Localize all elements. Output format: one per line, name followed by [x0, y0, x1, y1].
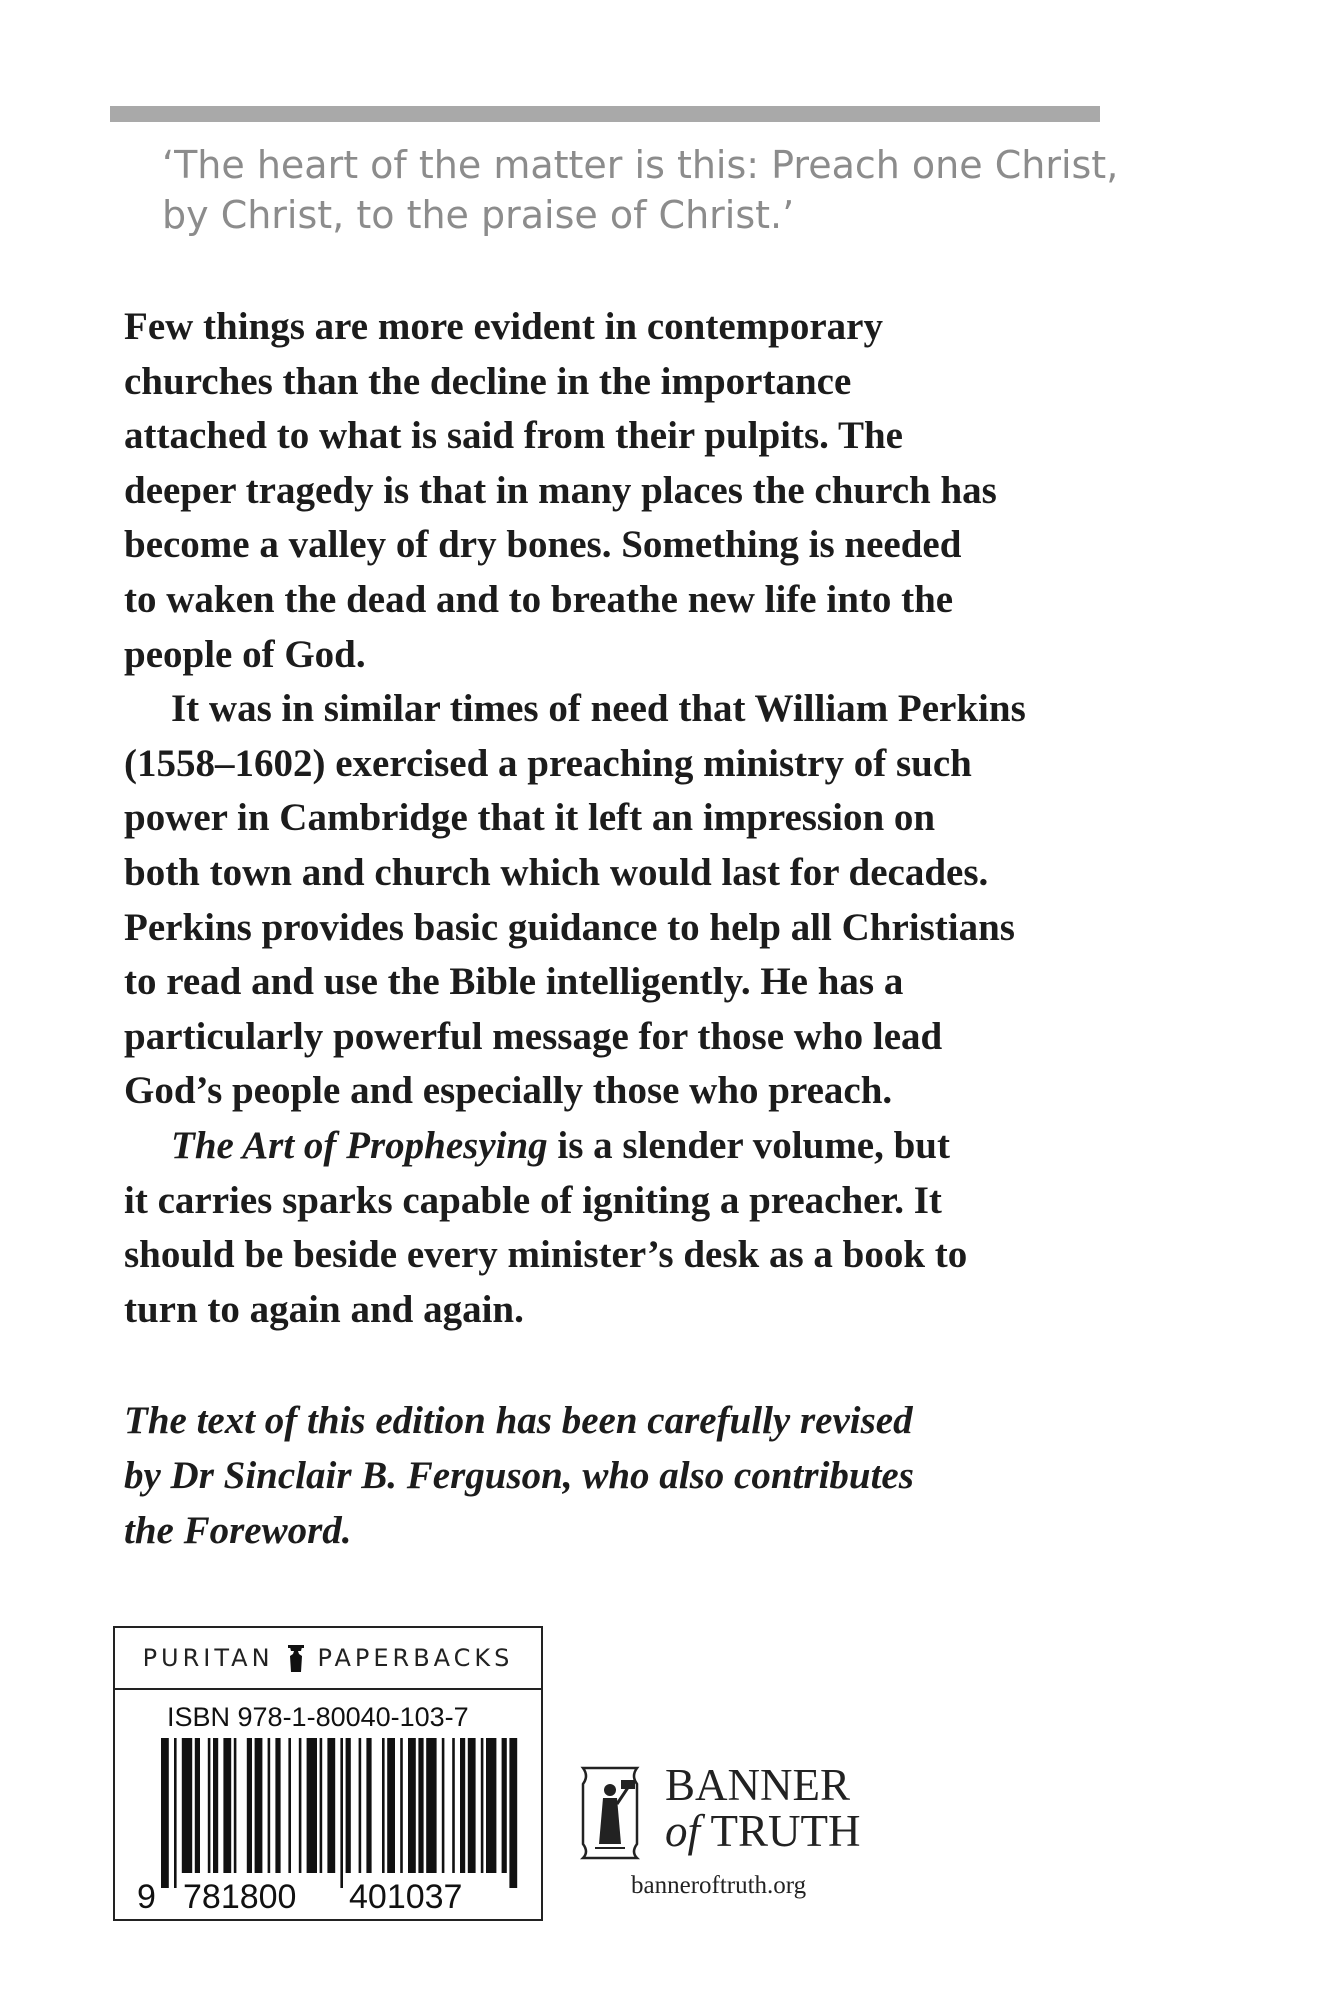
publisher-logo	[575, 1762, 895, 1932]
barcode-bar	[208, 1738, 211, 1873]
text-line: it carries sparks capable of igniting a preacher. It	[124, 1178, 942, 1222]
series-label	[113, 1626, 543, 1688]
text-line: God’s people and especially those who preach.	[124, 1069, 893, 1113]
text-line: to read and use the Bible intelligently. He has a	[124, 960, 904, 1004]
text-line: power in Cambridge that it left an impression on	[124, 796, 936, 840]
book-description	[124, 300, 1104, 1337]
barcode-digit-group-1: 781800	[183, 1878, 297, 1916]
publisher-of: of	[665, 1806, 701, 1856]
text-line: attached to what is said from their pulpits. The	[124, 414, 903, 458]
text-line: Perkins provides basic guidance to help all Christians	[124, 905, 1015, 949]
text-line: should be beside every minister’s desk as a book to	[124, 1233, 968, 1277]
barcode-bar	[359, 1738, 362, 1873]
barcode-bar	[327, 1738, 335, 1873]
text-line: the Foreword.	[124, 1509, 352, 1552]
publisher-name-line1: BANNER	[665, 1760, 851, 1810]
text-line: to waken the dead and to breathe new life into the	[124, 577, 954, 621]
publisher-name-line2	[665, 1808, 860, 1854]
barcode-bar	[442, 1738, 445, 1873]
barcode-bar	[382, 1738, 385, 1873]
barcode-bar	[195, 1738, 200, 1873]
barcode-bar	[418, 1738, 423, 1873]
text-line: deeper tragedy is that in many places the church has	[124, 468, 997, 512]
text-line: It was in similar times of need that William Perkins	[171, 687, 1026, 731]
barcode-bar	[486, 1738, 496, 1873]
barcode-digit-group-2: 401037	[349, 1878, 463, 1916]
barcode-bar	[255, 1738, 263, 1873]
text-line: (1558–1602) exercised a preaching ministry of such	[124, 741, 972, 785]
top-rule	[110, 106, 1100, 122]
barcode-bar	[502, 1738, 507, 1873]
barcode-bar	[247, 1738, 252, 1873]
barcode-bar	[234, 1738, 237, 1873]
banner-of-truth-emblem-icon	[575, 1764, 645, 1862]
barcode-bar	[213, 1738, 218, 1873]
paragraph-1	[124, 300, 1104, 682]
barcode-bar	[387, 1738, 395, 1873]
book-title: The Art of Prophesying	[171, 1123, 548, 1167]
barcode-bar	[174, 1738, 177, 1888]
edition-note	[124, 1393, 1104, 1558]
barcode-bar	[288, 1738, 291, 1873]
text-line: people of God.	[124, 632, 366, 676]
barcode-bar	[468, 1738, 476, 1873]
text-line: particularly powerful message for those who lead	[124, 1014, 943, 1058]
publisher-truth: TRUTH	[700, 1806, 861, 1856]
text-line: turn to again and again.	[124, 1287, 524, 1331]
barcode-bar	[460, 1738, 465, 1873]
paragraph-2	[124, 682, 1104, 1119]
series-left: PURITAN	[142, 1644, 274, 1672]
barcode-bar	[275, 1738, 280, 1873]
barcode-bar	[223, 1738, 231, 1873]
series-right: PAPERBACKS	[317, 1644, 514, 1672]
barcode-bar	[481, 1738, 484, 1873]
barcode-bar	[426, 1738, 436, 1873]
perkins-quote	[162, 140, 1119, 240]
text-line: The text of this edition has been carefully revised	[124, 1399, 913, 1442]
paragraph-3	[124, 1119, 1104, 1337]
barcode-bar	[161, 1738, 169, 1888]
text-line	[124, 1119, 1104, 1174]
barcode-bar	[299, 1738, 302, 1873]
publisher-name	[665, 1762, 860, 1854]
text-line: by Dr Sinclair B. Ferguson, who also contributes	[124, 1454, 914, 1497]
barcode-bar	[346, 1738, 351, 1873]
barcode-bar	[408, 1738, 416, 1873]
puritan-figure-icon	[284, 1642, 308, 1674]
text-line: both town and church which would last for decades.	[124, 850, 989, 894]
barcode-bar	[400, 1738, 403, 1873]
barcode-bar	[340, 1738, 343, 1888]
isbn-number: ISBN 978-1-80040-103-7	[167, 1702, 469, 1732]
publisher-url: banneroftruth.org	[631, 1872, 807, 1899]
barcode-bar	[366, 1738, 371, 1873]
barcode-bar	[307, 1738, 317, 1873]
barcode-digit-prefix: 9	[137, 1878, 156, 1916]
quote-line: ‘The heart of the matter is this: Preach one Christ,	[162, 143, 1119, 187]
barcode-bar	[320, 1738, 323, 1873]
barcode-bar	[509, 1738, 517, 1888]
text-fragment: is a slender volume, but	[547, 1123, 950, 1167]
barcode-bar	[452, 1738, 455, 1873]
quote-line: by Christ, to the praise of Christ.’	[162, 193, 795, 237]
barcode-box	[113, 1688, 543, 1921]
barcode-bar	[268, 1738, 271, 1873]
text-line: churches than the decline in the importance	[124, 359, 852, 403]
text-line: become a valley of dry bones. Something is needed	[124, 523, 962, 567]
text-line: Few things are more evident in contemporary	[124, 305, 883, 348]
barcode-bar	[182, 1738, 192, 1873]
